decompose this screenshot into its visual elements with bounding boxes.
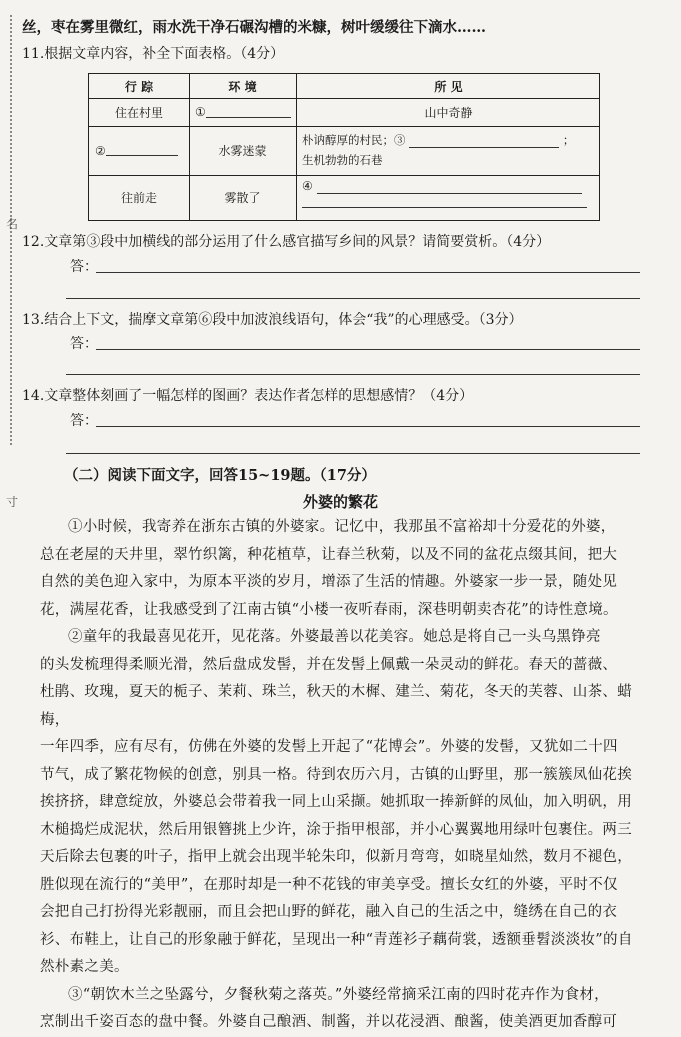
- row1-environment-blank: [189, 98, 296, 126]
- blank-2-label: ②: [95, 143, 106, 158]
- para-line: 衫、布鞋上，让自己的形象融于鲜花，呈现出一种“青莲衫子藕荷裳，透额垂髫淡淡妆”的自: [40, 931, 633, 948]
- table-header-environment: 环 境: [228, 79, 257, 94]
- q14-answer-area[interactable]: [70, 410, 640, 432]
- article-title: 外婆的繁花: [302, 493, 378, 511]
- para-line: 烹制出千姿百态的盘中餐。外婆自己酿酒、制酱，并以花浸酒、酿酱，使美酒更加香醇可: [40, 1014, 618, 1030]
- para-line: 杜鹃、玫瑰，夏天的栀子、茉莉、珠兰，秋天的木樨、建兰、菊花，冬天的芙蓉、山茶、蜡梅，: [40, 684, 632, 728]
- row2-seen: 朴讷醇厚的村民；③ ； 生机勃勃的石巷: [296, 126, 601, 175]
- para-line: 会把自己打扮得光彩靓丽，而且会把山野的鲜花，融入自己的生活之中，缝绣在自己的衣: [40, 904, 618, 920]
- para-line: 挨挤挤，肆意绽放，外婆总会带着我一同上山采撷。她抓取一捧新鲜的凤仙，加入明矾，用: [40, 794, 632, 810]
- para-line: ②童年的我最喜见花开，见花落。外婆最善以花美容。她总是将自己一头乌黑铮亮: [68, 629, 601, 645]
- q14-answer-line-2[interactable]: [66, 453, 640, 454]
- margin-mark-1: 名: [6, 217, 19, 231]
- blank-1-label: ①: [195, 105, 206, 119]
- q14-answer-label: 答：: [70, 413, 98, 429]
- row3-environment: 雾散了: [224, 191, 261, 205]
- article-body: [40, 514, 640, 1037]
- q12-answer-line-2[interactable]: [66, 298, 640, 299]
- table-header-seen: 所 见: [434, 79, 463, 94]
- top-line: 丝，枣在雾里微红，雨水洗干净石碾沟槽的米糠，树叶缓缓往下滴水……: [22, 19, 486, 36]
- row1-route: 住在村里: [114, 105, 163, 120]
- para-line: 木槌捣烂成泥状，然后用银簪挑上少许，涂于指甲根部，并小心翼翼地用绿叶包裹住。两三: [40, 821, 632, 838]
- para-line: ①小时候，我寄养在浙东古镇的外婆家。记忆中，我那虽不富裕却十分爱花的外婆，: [68, 519, 616, 535]
- question-11: 11.根据文章内容，补全下面表格。（4分）: [22, 46, 285, 62]
- para-line: 的头发梳理得柔顺光滑，然后盘成发髻，并在发髻上佩戴一朵灵动的鲜花。春天的蔷薇、: [40, 656, 618, 673]
- para-line: 一年四季，应有尽有，仿佛在外婆的发髻上开起了“花博会”。外婆的发髻，又犹如二十四: [40, 739, 618, 755]
- section-2-heading: （二）阅读下面文字，回答15~19题。（17分）: [64, 467, 376, 484]
- q13-answer-label: 答：: [70, 336, 98, 352]
- margin-mark-2: 寸: [6, 495, 19, 509]
- q12-answer-area[interactable]: [70, 256, 640, 278]
- q11-table: [88, 73, 600, 221]
- para-line: 花，满屋花香，让我感受到了江南古镇“小楼一夜听春雨，深巷明朝卖杏花”的诗性意境。: [40, 601, 618, 618]
- para-line: 然朴素之美。: [40, 959, 129, 975]
- para-line: 自然的美色迎入家中，为原本平淡的岁月，增添了生活的情趣。外婆家一步一景，随处见: [40, 574, 618, 590]
- row2-environment: 水雾迷蒙: [218, 144, 267, 158]
- row1-seen: 山中奇静: [424, 105, 473, 120]
- para-line: 总在老屋的天井里，翠竹织篱，种花植草，让春兰秋菊，以及不同的盆花点缀其间，把大: [40, 546, 618, 563]
- row2-seen-line1: 朴讷醇厚的村民；③: [302, 133, 406, 147]
- q12-answer-label: 答：: [70, 259, 98, 275]
- row3-route: 往前走: [120, 191, 157, 205]
- question-12: 12.文章第③段中加横线的部分运用了什么感官描写乡间的风景？请简要赏析。（4分）: [22, 234, 551, 250]
- para-line: 节气，成了繁花物候的创意，别具一格。待到农历六月，古镇的山野里，那一簇簇凤仙花挨: [40, 766, 632, 783]
- blank-4-label: ④: [302, 179, 313, 193]
- row2-seen-line2: 生机勃勃的石巷: [302, 153, 383, 167]
- q13-answer-area[interactable]: [70, 333, 640, 355]
- para-line: 胜似现在流行的“美甲”，在那时却是一种不花钱的审美享受。擅长女红的外婆，平时不仅: [40, 876, 618, 893]
- question-13: 13.结合上下文，揣摩文章第⑥段中加波浪线语句，体会“我”的心理感受。（3分）: [22, 312, 523, 328]
- table-header-route: 行 踪: [124, 79, 154, 94]
- row3-seen-blank: [296, 175, 601, 220]
- para-line: ③“朝饮木兰之坠露兮，夕餐秋菊之落英。”外婆经常摘采江南的四时花卉作为食材，: [68, 986, 609, 1003]
- question-14: 14.文章整体刻画了一幅怎样的图画？表达作者怎样的思想感情？（4分）: [22, 388, 474, 404]
- q13-answer-line-2[interactable]: [66, 374, 640, 375]
- para-line: 天后除去包裹的叶子，指甲上就会出现半轮朱印，似新月弯弯，如晓星灿然，数月不褪色，: [40, 849, 632, 865]
- row2-route-blank: [89, 126, 189, 175]
